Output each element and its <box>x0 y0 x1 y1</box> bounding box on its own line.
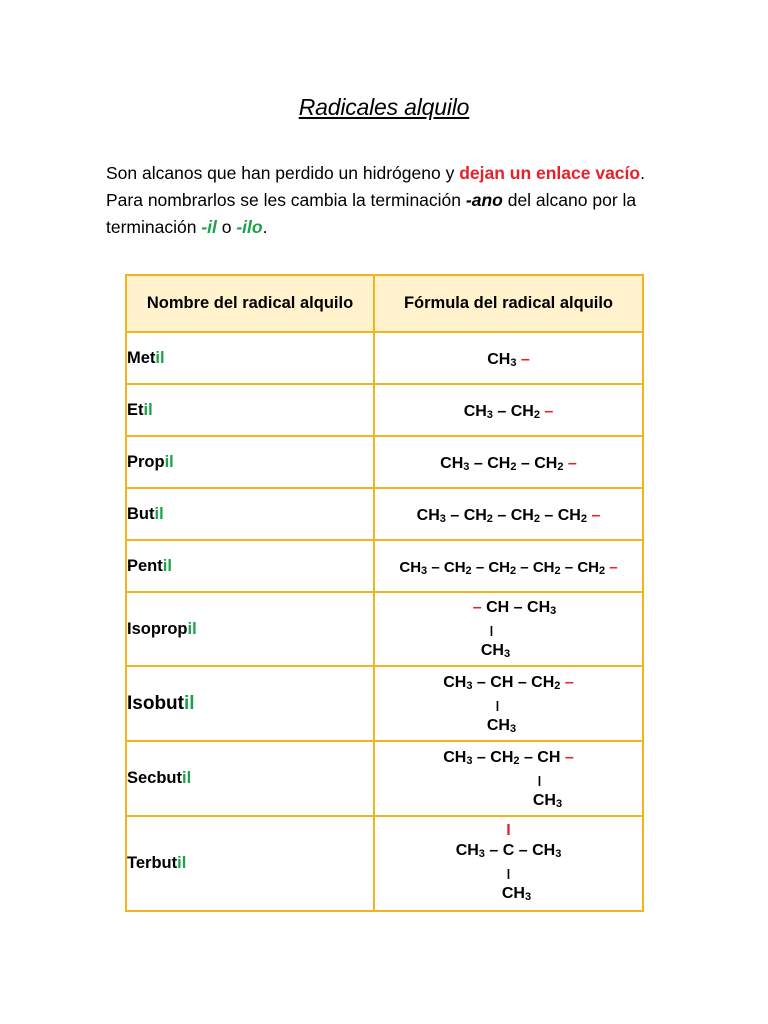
table-row <box>126 666 643 741</box>
intro-text-3: del alcano por la terminación <box>106 190 637 237</box>
intro-text-2: Para nombrarlos se les cambia la terminación <box>106 190 466 210</box>
radical-formula: CH3 – CH2 – <box>374 384 643 436</box>
radical-formula: I CH3 – C – CH3 ǀ CH3 <box>374 816 643 911</box>
table-header-row <box>126 275 643 332</box>
intro-end: . <box>262 217 268 237</box>
table-row <box>126 540 643 592</box>
radicals-table <box>125 274 644 912</box>
header-formula: Fórmula del radical alquilo <box>374 275 643 332</box>
radical-name: Secbutil <box>126 741 374 816</box>
radical-name: Propil <box>126 436 374 488</box>
radical-name: Terbutil <box>126 816 374 911</box>
table-row <box>126 816 643 911</box>
radical-name: Pentil <box>126 540 374 592</box>
intro-or: o <box>216 217 237 237</box>
radical-formula: CH3 – CH2 – CH – ǀ CH3 <box>374 741 643 816</box>
radical-name: Butil <box>126 488 374 540</box>
header-name: Nombre del radical alquilo <box>126 275 374 332</box>
radical-name: Isopropil <box>126 592 374 666</box>
page-title: Radicales alquilo <box>298 94 470 120</box>
table-row <box>126 488 643 540</box>
radical-name: Etil <box>126 384 374 436</box>
radical-formula: CH3 – CH2 – CH2 – CH2 – <box>374 488 643 540</box>
radical-name: Isobutil <box>126 666 374 741</box>
radical-formula: – CH – CH3 ǀ CH3 <box>374 592 643 666</box>
table-row <box>126 384 643 436</box>
intro-suffix-ilo: -ilo <box>236 217 263 237</box>
table-row <box>126 592 643 666</box>
table-row <box>126 741 643 816</box>
intro-paragraph <box>106 160 686 241</box>
radical-formula: CH3 – <box>374 332 643 384</box>
table-row <box>126 332 643 384</box>
radical-formula: CH3 – CH2 – CH2 – <box>374 436 643 488</box>
intro-period: . <box>640 163 645 183</box>
intro-text-1: Son alcanos que han perdido un hidrógeno y <box>106 163 460 183</box>
radical-name: Metil <box>126 332 374 384</box>
radical-formula: CH3 – CH – CH2 – ǀ CH3 <box>374 666 643 741</box>
intro-highlight: dejan un enlace vacío <box>459 163 641 183</box>
intro-ano: -ano <box>465 190 503 210</box>
table-row <box>126 436 643 488</box>
intro-suffix-il: -il <box>201 217 217 237</box>
radical-formula: CH3 – CH2 – CH2 – CH2 – CH2 – <box>374 540 643 592</box>
